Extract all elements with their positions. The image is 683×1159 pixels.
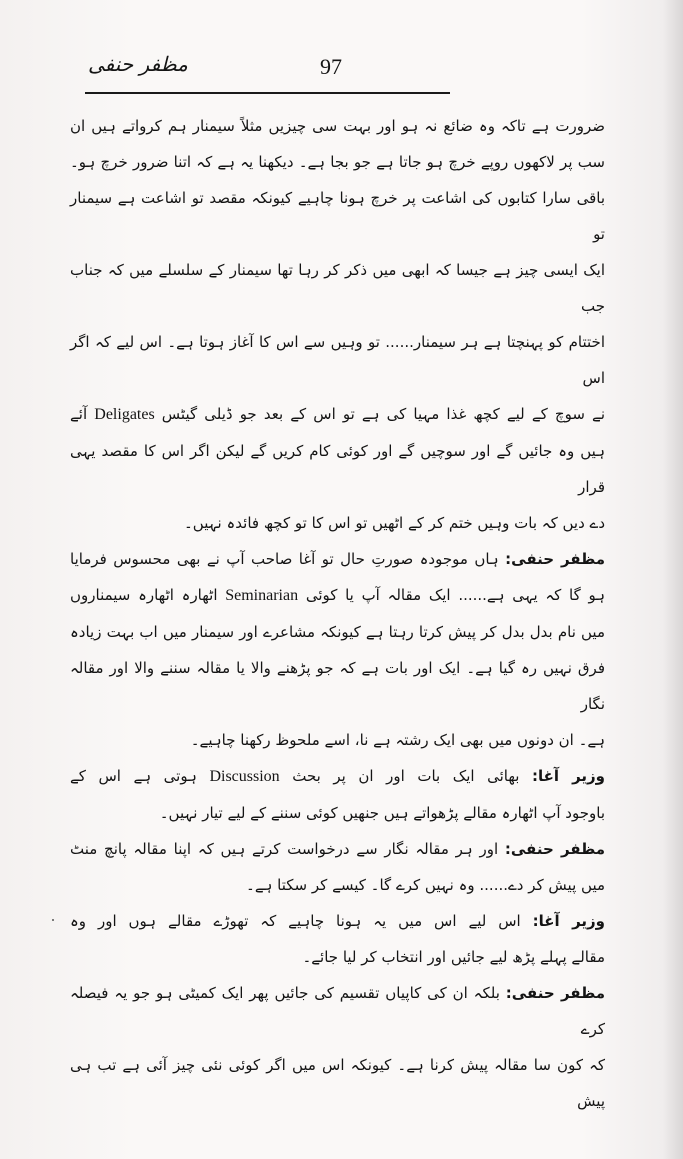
text-line: دے دیں کہ بات وہیں ختم کر کے اٹھیں تو اس کا تو کچھ فائدہ نہیں۔ [184,514,605,532]
text-line: ہیں وہ جائیں گے اور سوچیں گے اور کوئی کام کریں گے لیکن اگر اس کا مقصد یہی قرار [70,442,605,496]
page-number: 97 [320,54,342,79]
text-line: فرق نہیں رہ گیا ہے۔ ایک اور بات ہے کہ جو پڑھنے والا یا مقالہ سننے والا اور مقالہ نگار [70,659,605,713]
body-text [70,108,605,1119]
latin-word: Seminarian [225,587,299,604]
text-line: اختتام کو پہنچتا ہے ہر سیمنار...... تو وہیں سے اس کا آغاز ہوتا ہے۔ اس لیے کہ اگر اس [70,333,605,387]
text-line: میں نام بدل بدل کر پیش کرتا رہتا ہے کیونکہ مشاعرے اور سیمنار میں اب بہت زیادہ [70,623,605,641]
text-line: ہاں موجودہ صورتِ حال تو آغا صاحب آپ نے بھی محسوس فرمایا [70,550,499,568]
text-line: کہ کون سا مقالہ پیش کرنا ہے۔ کیونکہ اس میں اگر کوئی نئی چیز آئی ہے تب ہی پیش [70,1056,605,1110]
text-line: سب پر لاکھوں روپے خرچ ہو جاتا ہے جو بجا ہے۔ دیکھنا یہ ہے کہ اتنا ضرور خرچ ہو۔ [70,153,605,171]
text-line: بھائی ایک بات اور ان پر بحث Discussion ہوتی ہے اس کے [70,767,520,785]
text-line: باوجود آپ اٹھارہ مقالے پڑھواتے ہیں جنھیں کوئی سننے کے لیے تیار نہیں۔ [159,804,605,822]
text-line: مقالے پہلے پڑھ لیے جائیں اور انتخاب کر لیا جائے۔ [302,948,605,966]
latin-word: Discussion [209,768,280,785]
dialogue-line [70,975,605,1047]
running-head-author: مظفر حنفی [88,52,188,76]
speaker-label: مظفر حنفی: [504,840,605,858]
text-line: بلکہ ان کی کاپیاں تقسیم کی جائیں پھر ایک کمیٹی ہو جو یہ فیصلہ کرے [70,984,605,1038]
header-rule [85,92,450,94]
text-line: نے سوچ کے لیے کچھ غذا مہیا کی ہے تو اس کے بعد جو ڈیلی گیٹس Deligates آئے [70,405,605,423]
text-line: ضرورت ہے تاکہ وہ ضائع نہ ہو اور بہت سی چیزیں مثلاً سیمنار ہم کرواتے ہیں ان [70,117,605,135]
speaker-label: مظفر حنفی: [505,550,605,568]
dialogue-line [70,903,605,939]
speaker-label: مظفر حنفی: [505,984,605,1002]
text-line: میں پیش کر دے...... وہ نہیں کرے گا۔ کیسے کر سکتا ہے۔ [246,876,605,894]
running-head [70,50,605,92]
text-line: ہے۔ ان دونوں میں بھی ایک رشتہ ہے نا، اسے ملحوظ رکھنا چاہیے۔ [190,731,605,749]
text-line: اس لیے اس میں یہ ہونا چاہیے کہ تھوڑے مقالے ہوں اور وہ [70,912,521,930]
text-line: ہو گا کہ یہی ہے...... ایک مقالہ آپ یا کوئی Seminarian اٹھارہ اٹھارہ سیمناروں [70,586,606,604]
speaker-label: وزیر آغا: [532,912,605,930]
text-line: باقی سارا کتابوں کی اشاعت پر خرچ ہونا چاہیے کیونکہ مقصد تو اشاعت ہے سیمنار تو [70,189,605,243]
dialogue-line [70,831,605,867]
latin-word: Deligates [94,406,155,423]
text-line: اور ہر مقالہ نگار سے درخواست کرتے ہیں کہ اپنا مقالہ پانچ منٹ [70,840,499,858]
dialogue-line [70,541,605,577]
dialogue-line [70,758,605,795]
scan-speck [52,919,54,921]
text-line: ایک ایسی چیز ہے جیسا کہ ابھی میں ذکر کر رہا تھا سیمنار کے سلسلے میں کہ جناب جب [70,261,605,315]
speaker-label: وزیر آغا: [532,767,605,785]
